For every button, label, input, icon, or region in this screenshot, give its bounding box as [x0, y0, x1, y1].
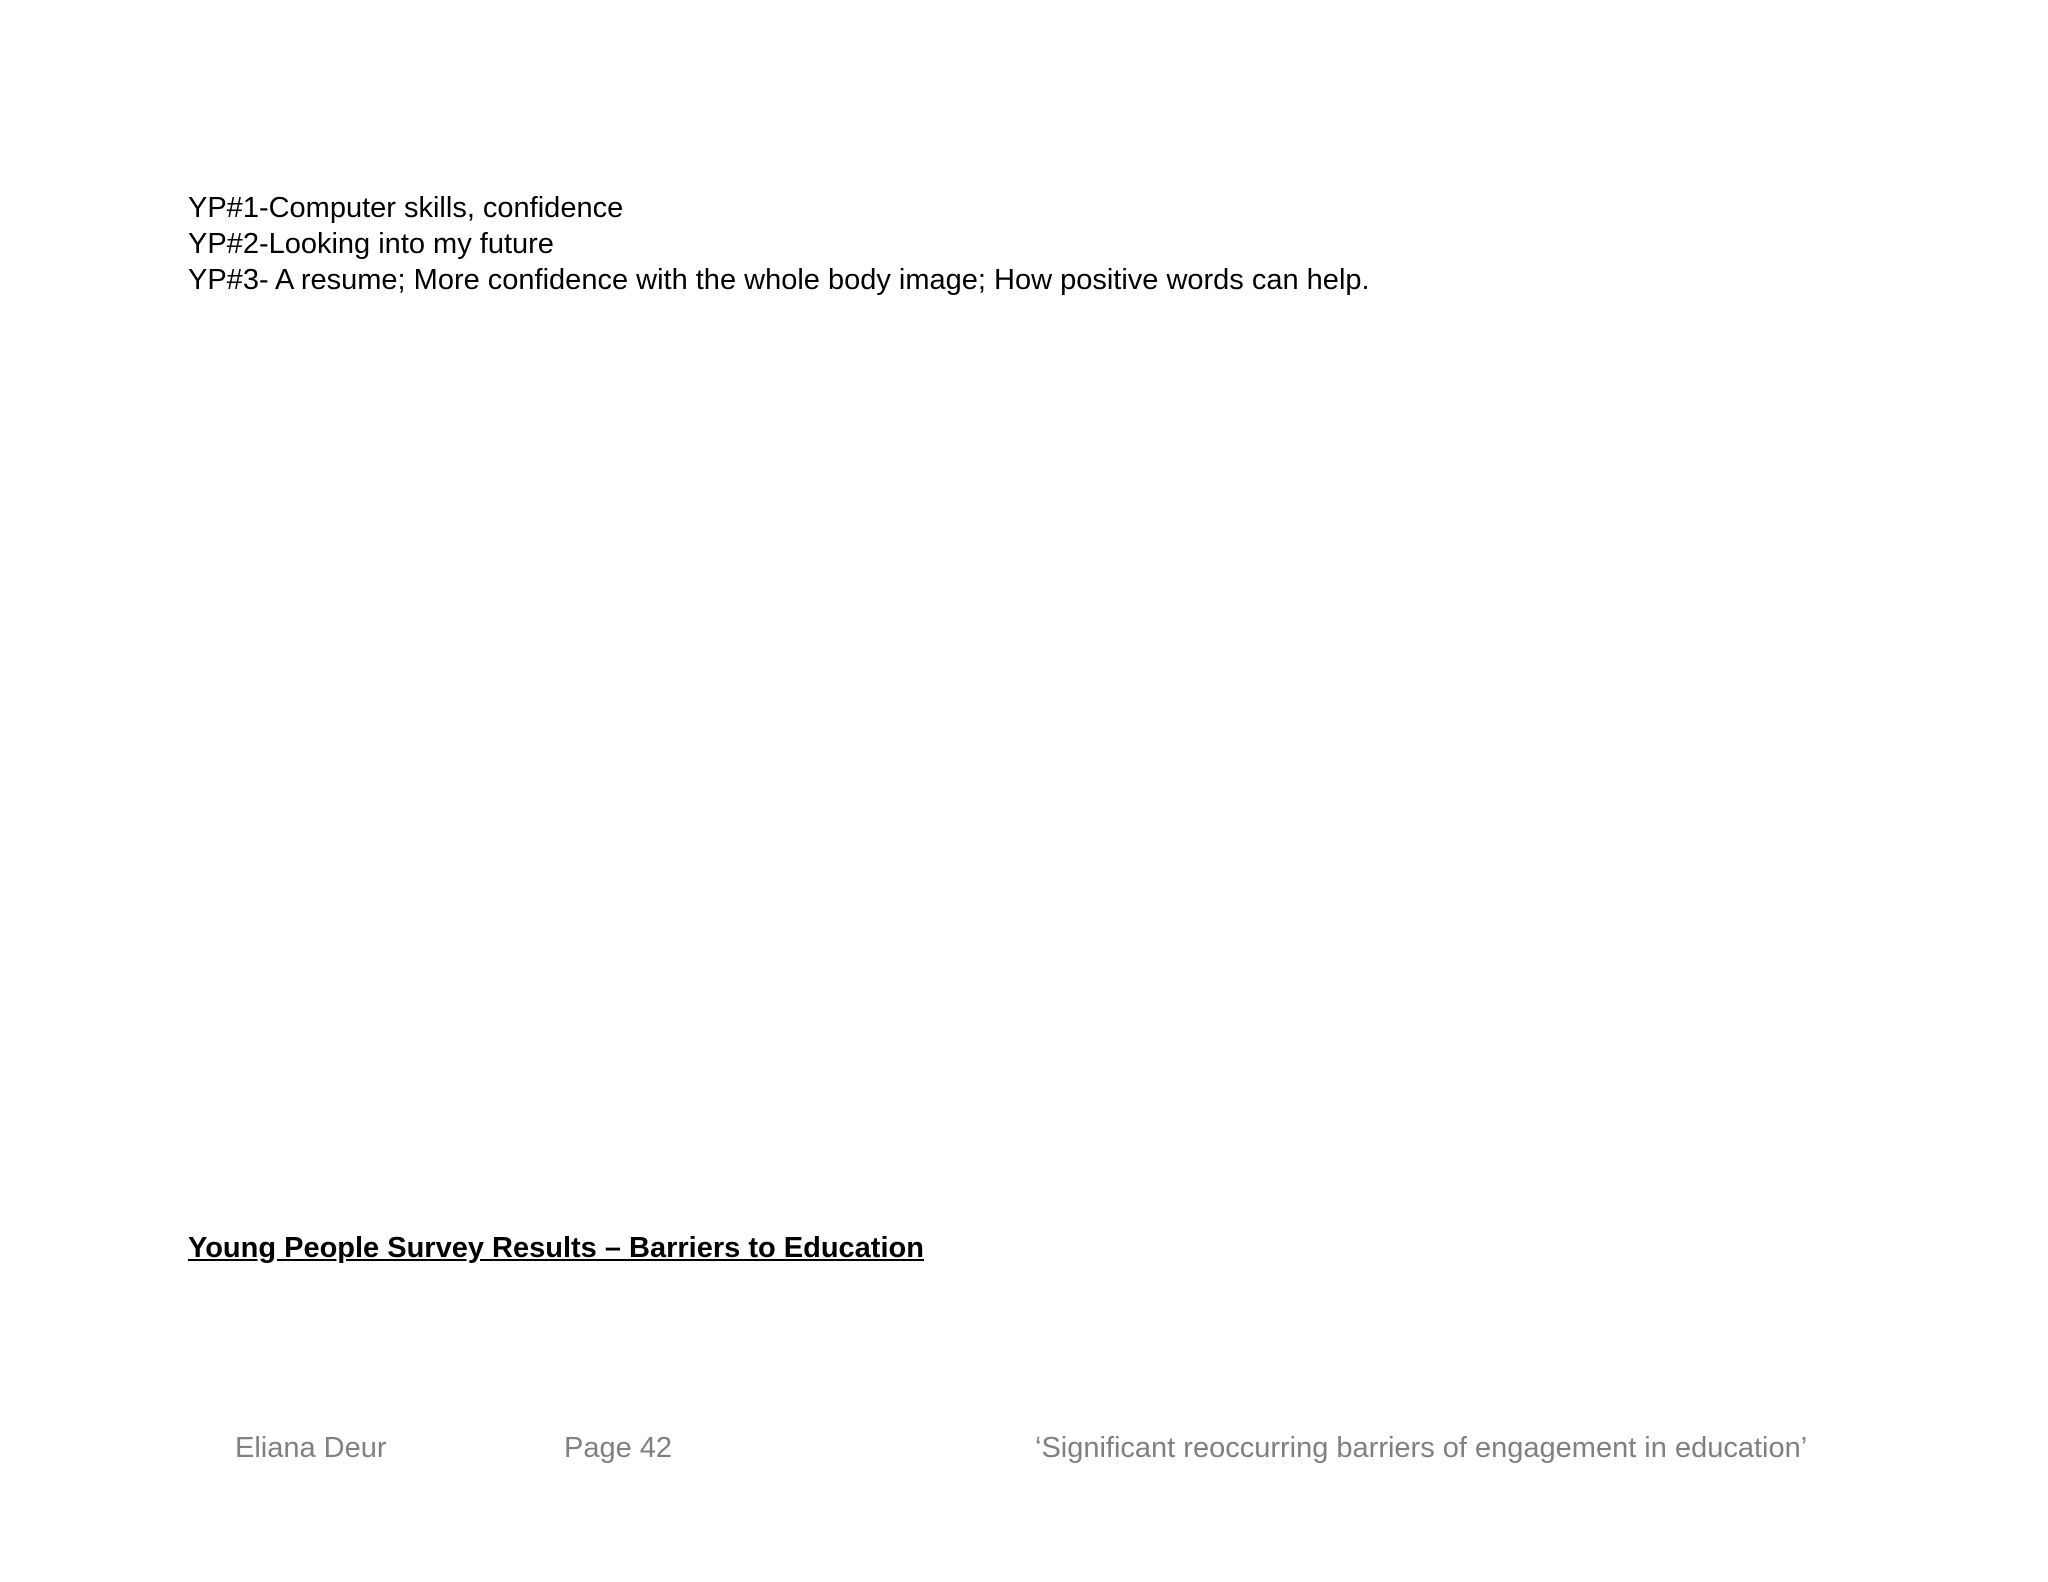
- footer-page-number: Page 42: [564, 1432, 673, 1464]
- page-footer: [0, 1430, 2048, 1470]
- footer-author: Eliana Deur: [235, 1432, 387, 1464]
- response-item-yp1: YP#1-Computer skills, confidence: [188, 192, 624, 224]
- response-list: [188, 190, 1888, 298]
- response-item-yp2: YP#2-Looking into my future: [188, 228, 554, 260]
- section-heading: Young People Survey Results – Barriers to Education: [188, 1232, 924, 1264]
- footer-document-title: ‘Significant reoccurring barriers of engagement in education’: [1035, 1432, 1808, 1464]
- response-item-yp3: YP#3- A resume; More confidence with the whole body image; How positive words can help.: [188, 264, 1370, 296]
